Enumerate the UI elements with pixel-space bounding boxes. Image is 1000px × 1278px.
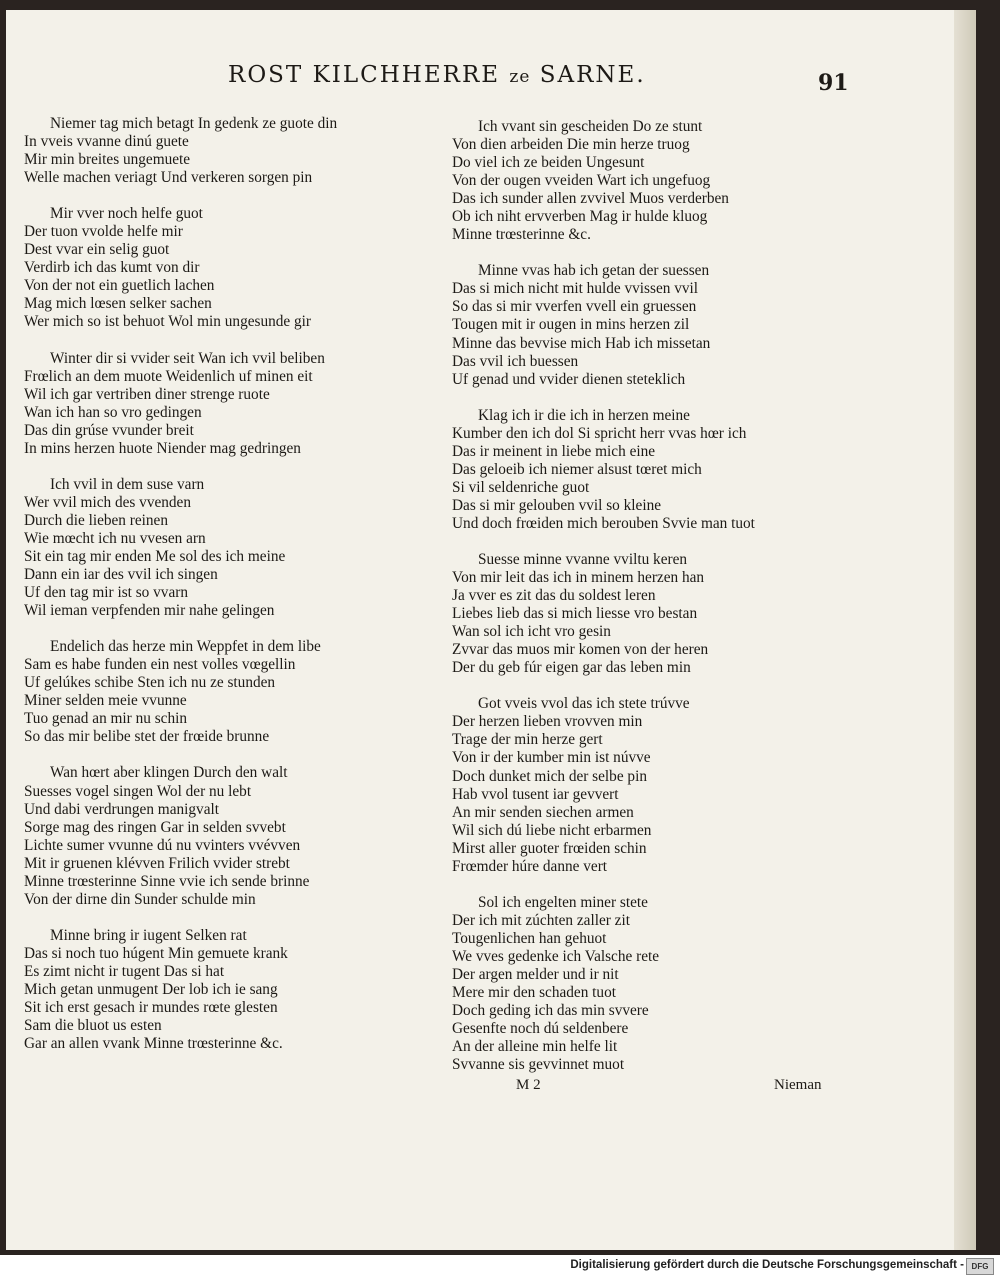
verse-line: Wan sol ich icht vro gesin bbox=[452, 623, 611, 641]
verse-line: Do viel ich ze beiden Ungesunt bbox=[452, 154, 645, 172]
verse-line: Sam die bluot us esten bbox=[24, 1017, 162, 1035]
verse-line: Mit ir gruenen klévven Frilich vvider strebt bbox=[24, 854, 290, 872]
verse-line: Minne vvas hab ich getan der suessen bbox=[478, 262, 710, 280]
verse-line: Das din grúse vvunder breit bbox=[24, 421, 194, 439]
verse-line: Zvvar das muos mir komen von der heren bbox=[452, 641, 709, 659]
verse-line: Lichte sumer vvunne dú nu vvinters vvévven bbox=[24, 836, 301, 854]
running-head bbox=[228, 62, 646, 88]
page-number: 91 bbox=[818, 70, 849, 96]
verse-line: Der argen melder und ir nit bbox=[452, 965, 619, 983]
verse-line: Das si mir gelouben vvil so kleine bbox=[452, 496, 662, 514]
verse-line: Suesses vogel singen Wol der nu lebt bbox=[24, 782, 252, 800]
verse-line: Verdirb ich das kumt von dir bbox=[24, 259, 200, 277]
verse-line: Und doch frœiden mich berouben Svvie man tuot bbox=[452, 514, 755, 532]
verse-line: Mere mir den schaden tuot bbox=[452, 984, 616, 1002]
stanza bbox=[24, 927, 444, 1053]
stanza-gap bbox=[24, 187, 444, 205]
verse-line: Von der dirne din Sunder schulde min bbox=[24, 890, 256, 908]
verse-line: Tuo genad an mir nu schin bbox=[24, 710, 188, 728]
stanza bbox=[24, 115, 444, 187]
verse-line: Mir vver noch helfe guot bbox=[50, 205, 203, 223]
verse-line: Sit ich erst gesach ir mundes rœte glesten bbox=[24, 999, 278, 1017]
verse-line: Der ich mit zúchten zaller zit bbox=[452, 911, 630, 929]
page-edge bbox=[954, 10, 976, 1250]
verse-line: Doch dunket mich der selbe pin bbox=[452, 767, 647, 785]
verse-line: Durch die lieben reinen bbox=[24, 511, 168, 529]
verse-line: Mir min breites ungemuete bbox=[24, 151, 191, 169]
verse-line: An mir senden siechen armen bbox=[452, 803, 634, 821]
verse-line: Minne trœsterinne Sinne vvie ich sende brinne bbox=[24, 872, 310, 890]
running-head-small: ze bbox=[509, 67, 531, 87]
verse-line: Niemer tag mich betagt In gedenk ze guote din bbox=[50, 115, 338, 132]
verse-line: Uf gelúkes schibe Sten ich nu ze stunden bbox=[24, 674, 276, 692]
verse-line: Von mir leit das ich in minem herzen han bbox=[452, 569, 705, 587]
stanza-gap bbox=[452, 244, 832, 262]
verse-line: Frœmder húre danne vert bbox=[452, 857, 608, 875]
verse-line: Der tuon vvolde helfe mir bbox=[24, 223, 183, 241]
verse-line: Wan ich han so vro gedingen bbox=[24, 403, 202, 421]
verse-line: Minne bring ir iugent Selken rat bbox=[50, 926, 247, 944]
verse-line: Wie mœcht ich nu vvesen arn bbox=[24, 529, 206, 547]
stanza-gap bbox=[452, 876, 832, 894]
stanza bbox=[452, 262, 832, 388]
verse-line: Trage der min herze gert bbox=[452, 731, 603, 749]
verse-line: Der herzen lieben vrovven min bbox=[452, 713, 643, 731]
verse-line: Minne das bevvise mich Hab ich missetan bbox=[452, 334, 711, 352]
verse-line: In vveis vvanne dinú guete bbox=[24, 133, 189, 151]
verse-line: Liebes lieb das si mich liesse vro bestan bbox=[452, 605, 698, 623]
stanza-gap bbox=[452, 389, 832, 407]
verse-line: Svvanne sis gevvinnet muot bbox=[452, 1056, 625, 1074]
verse-line: Suesse minne vvanne vviltu keren bbox=[478, 550, 688, 568]
verse-line: Von ir der kumber min ist núvve bbox=[452, 749, 651, 767]
stanza bbox=[452, 118, 832, 244]
left-poem-column bbox=[24, 115, 444, 1053]
stanza-gap bbox=[452, 677, 832, 695]
verse-line: Ob ich niht ervverben Mag ir hulde kluog bbox=[452, 208, 708, 226]
verse-line: Uf den tag mir ist so vvarn bbox=[24, 584, 188, 602]
stanza-gap bbox=[452, 533, 832, 551]
right-poem-column bbox=[452, 118, 832, 1074]
verse-line: Der du geb fúr eigen gar das leben min bbox=[452, 659, 691, 677]
verse-line: Dann ein iar des vvil ich singen bbox=[24, 566, 218, 584]
running-head-main: ROST KILCHHERRE bbox=[228, 62, 501, 88]
stanza bbox=[452, 407, 832, 533]
verse-line: Dest vvar ein selig guot bbox=[24, 241, 170, 259]
verse-line: Sit ein tag mir enden Me sol des ich meine bbox=[24, 547, 286, 565]
verse-line: Sorge mag des ringen Gar in selden svvebt bbox=[24, 818, 286, 836]
verse-line: Von dien arbeiden Die min herze truog bbox=[452, 136, 690, 154]
verse-line: Mag mich lœsen selker sachen bbox=[24, 295, 212, 313]
verse-line: Das geloeib ich niemer alsust tœret mich bbox=[452, 460, 702, 478]
verse-line: We vves gedenke ich Valsche rete bbox=[452, 947, 660, 965]
stanza bbox=[452, 894, 832, 1074]
stanza-gap bbox=[24, 332, 444, 350]
stanza bbox=[452, 551, 832, 677]
funding-notice: Digitalisierung gefördert durch die Deutsche Forschungsgemeinschaft - bbox=[570, 1259, 964, 1271]
verse-line: So das si mir vverfen vvell ein gruessen bbox=[452, 298, 697, 316]
catchword: Nieman bbox=[774, 1077, 822, 1093]
verse-line: Si vil seldenriche guot bbox=[452, 478, 590, 496]
stanza bbox=[24, 476, 444, 620]
verse-line: So das mir belibe stet der frœide brunne bbox=[24, 728, 270, 746]
verse-line: Hab vvol tusent iar gevvert bbox=[452, 785, 619, 803]
verse-line: Wer vvil mich des vvenden bbox=[24, 493, 191, 511]
dfg-logo: DFG bbox=[966, 1258, 994, 1275]
verse-line: Ja vver es zit das du soldest leren bbox=[452, 587, 656, 605]
verse-line: Das si mich nicht mit hulde vvissen vvil bbox=[452, 280, 699, 298]
verse-line: Endelich das herze min Weppfet in dem libe bbox=[50, 638, 321, 656]
verse-line: Das ich sunder allen zvvivel Muos verderben bbox=[452, 190, 729, 208]
verse-line: Das ir meinent in liebe mich eine bbox=[452, 442, 656, 460]
verse-line: Wil ich gar vertriben diner strenge ruote bbox=[24, 385, 270, 403]
verse-line: Ich vvil in dem suse varn bbox=[50, 475, 205, 493]
verse-line: Das si noch tuo húgent Min gemuete krank bbox=[24, 944, 288, 962]
digitization-footer bbox=[0, 1255, 1000, 1278]
verse-line: Minne trœsterinne &c. bbox=[452, 226, 591, 244]
verse-line: Welle machen veriagt Und verkeren sorgen pin bbox=[24, 169, 313, 187]
verse-line: Von der ougen vveiden Wart ich ungefuog bbox=[452, 172, 711, 190]
verse-line: Wan hœrt aber klingen Durch den walt bbox=[50, 764, 288, 782]
stanza-gap bbox=[24, 746, 444, 764]
signature-mark: M 2 bbox=[516, 1077, 541, 1093]
verse-line: Das vvil ich buessen bbox=[452, 352, 579, 370]
stanza bbox=[24, 350, 444, 458]
verse-line: Wil sich dú liebe nicht erbarmen bbox=[452, 821, 652, 839]
book-page bbox=[6, 10, 976, 1250]
verse-line: Wer mich so ist behuot Wol min ungesunde gir bbox=[24, 313, 312, 331]
stanza-gap bbox=[24, 909, 444, 927]
verse-line: Got vveis vvol das ich stete trúvve bbox=[478, 695, 690, 713]
verse-line: Tougenlichen han gehuot bbox=[452, 929, 607, 947]
verse-line: In mins herzen huote Niender mag gedringen bbox=[24, 439, 301, 457]
stanza-gap bbox=[24, 620, 444, 638]
verse-line: Gesenfte noch dú seldenbere bbox=[452, 1020, 629, 1038]
verse-line: Mirst aller guoter frœiden schin bbox=[452, 839, 647, 857]
stanza bbox=[452, 695, 832, 875]
verse-line: Kumber den ich dol Si spricht herr vvas hœr ich bbox=[452, 424, 747, 442]
running-head-rest: SARNE. bbox=[539, 62, 646, 88]
verse-line: Sol ich engelten miner stete bbox=[478, 893, 648, 911]
verse-line: An der alleine min helfe lit bbox=[452, 1038, 618, 1056]
verse-line: Sam es habe funden ein nest volles vœgellin bbox=[24, 656, 296, 674]
verse-line: Und dabi verdrungen manigvalt bbox=[24, 800, 219, 818]
verse-line: Klag ich ir die ich in herzen meine bbox=[478, 406, 690, 424]
verse-line: Ich vvant sin gescheiden Do ze stunt bbox=[478, 118, 703, 135]
stanza bbox=[24, 638, 444, 746]
verse-line: Tougen mit ir ougen in mins herzen zil bbox=[452, 316, 690, 334]
verse-line: Winter dir si vvider seit Wan ich vvil beliben bbox=[50, 349, 325, 367]
verse-line: Frœlich an dem muote Weidenlich uf minen eit bbox=[24, 367, 313, 385]
verse-line: Gar an allen vvank Minne trœsterinne &c. bbox=[24, 1035, 283, 1053]
verse-line: Miner selden meie vvunne bbox=[24, 692, 187, 710]
stanza bbox=[24, 205, 444, 331]
stanza-gap bbox=[24, 458, 444, 476]
verse-line: Mich getan unmugent Der lob ich ie sang bbox=[24, 980, 278, 998]
verse-line: Es zimt nicht ir tugent Das si hat bbox=[24, 962, 225, 980]
verse-line: Von der not ein guetlich lachen bbox=[24, 277, 215, 295]
verse-line: Doch geding ich das min svvere bbox=[452, 1002, 649, 1020]
stanza bbox=[24, 764, 444, 908]
verse-line: Uf genad und vvider dienen steteklich bbox=[452, 370, 686, 388]
verse-line: Wil ieman verpfenden mir nahe gelingen bbox=[24, 602, 275, 620]
